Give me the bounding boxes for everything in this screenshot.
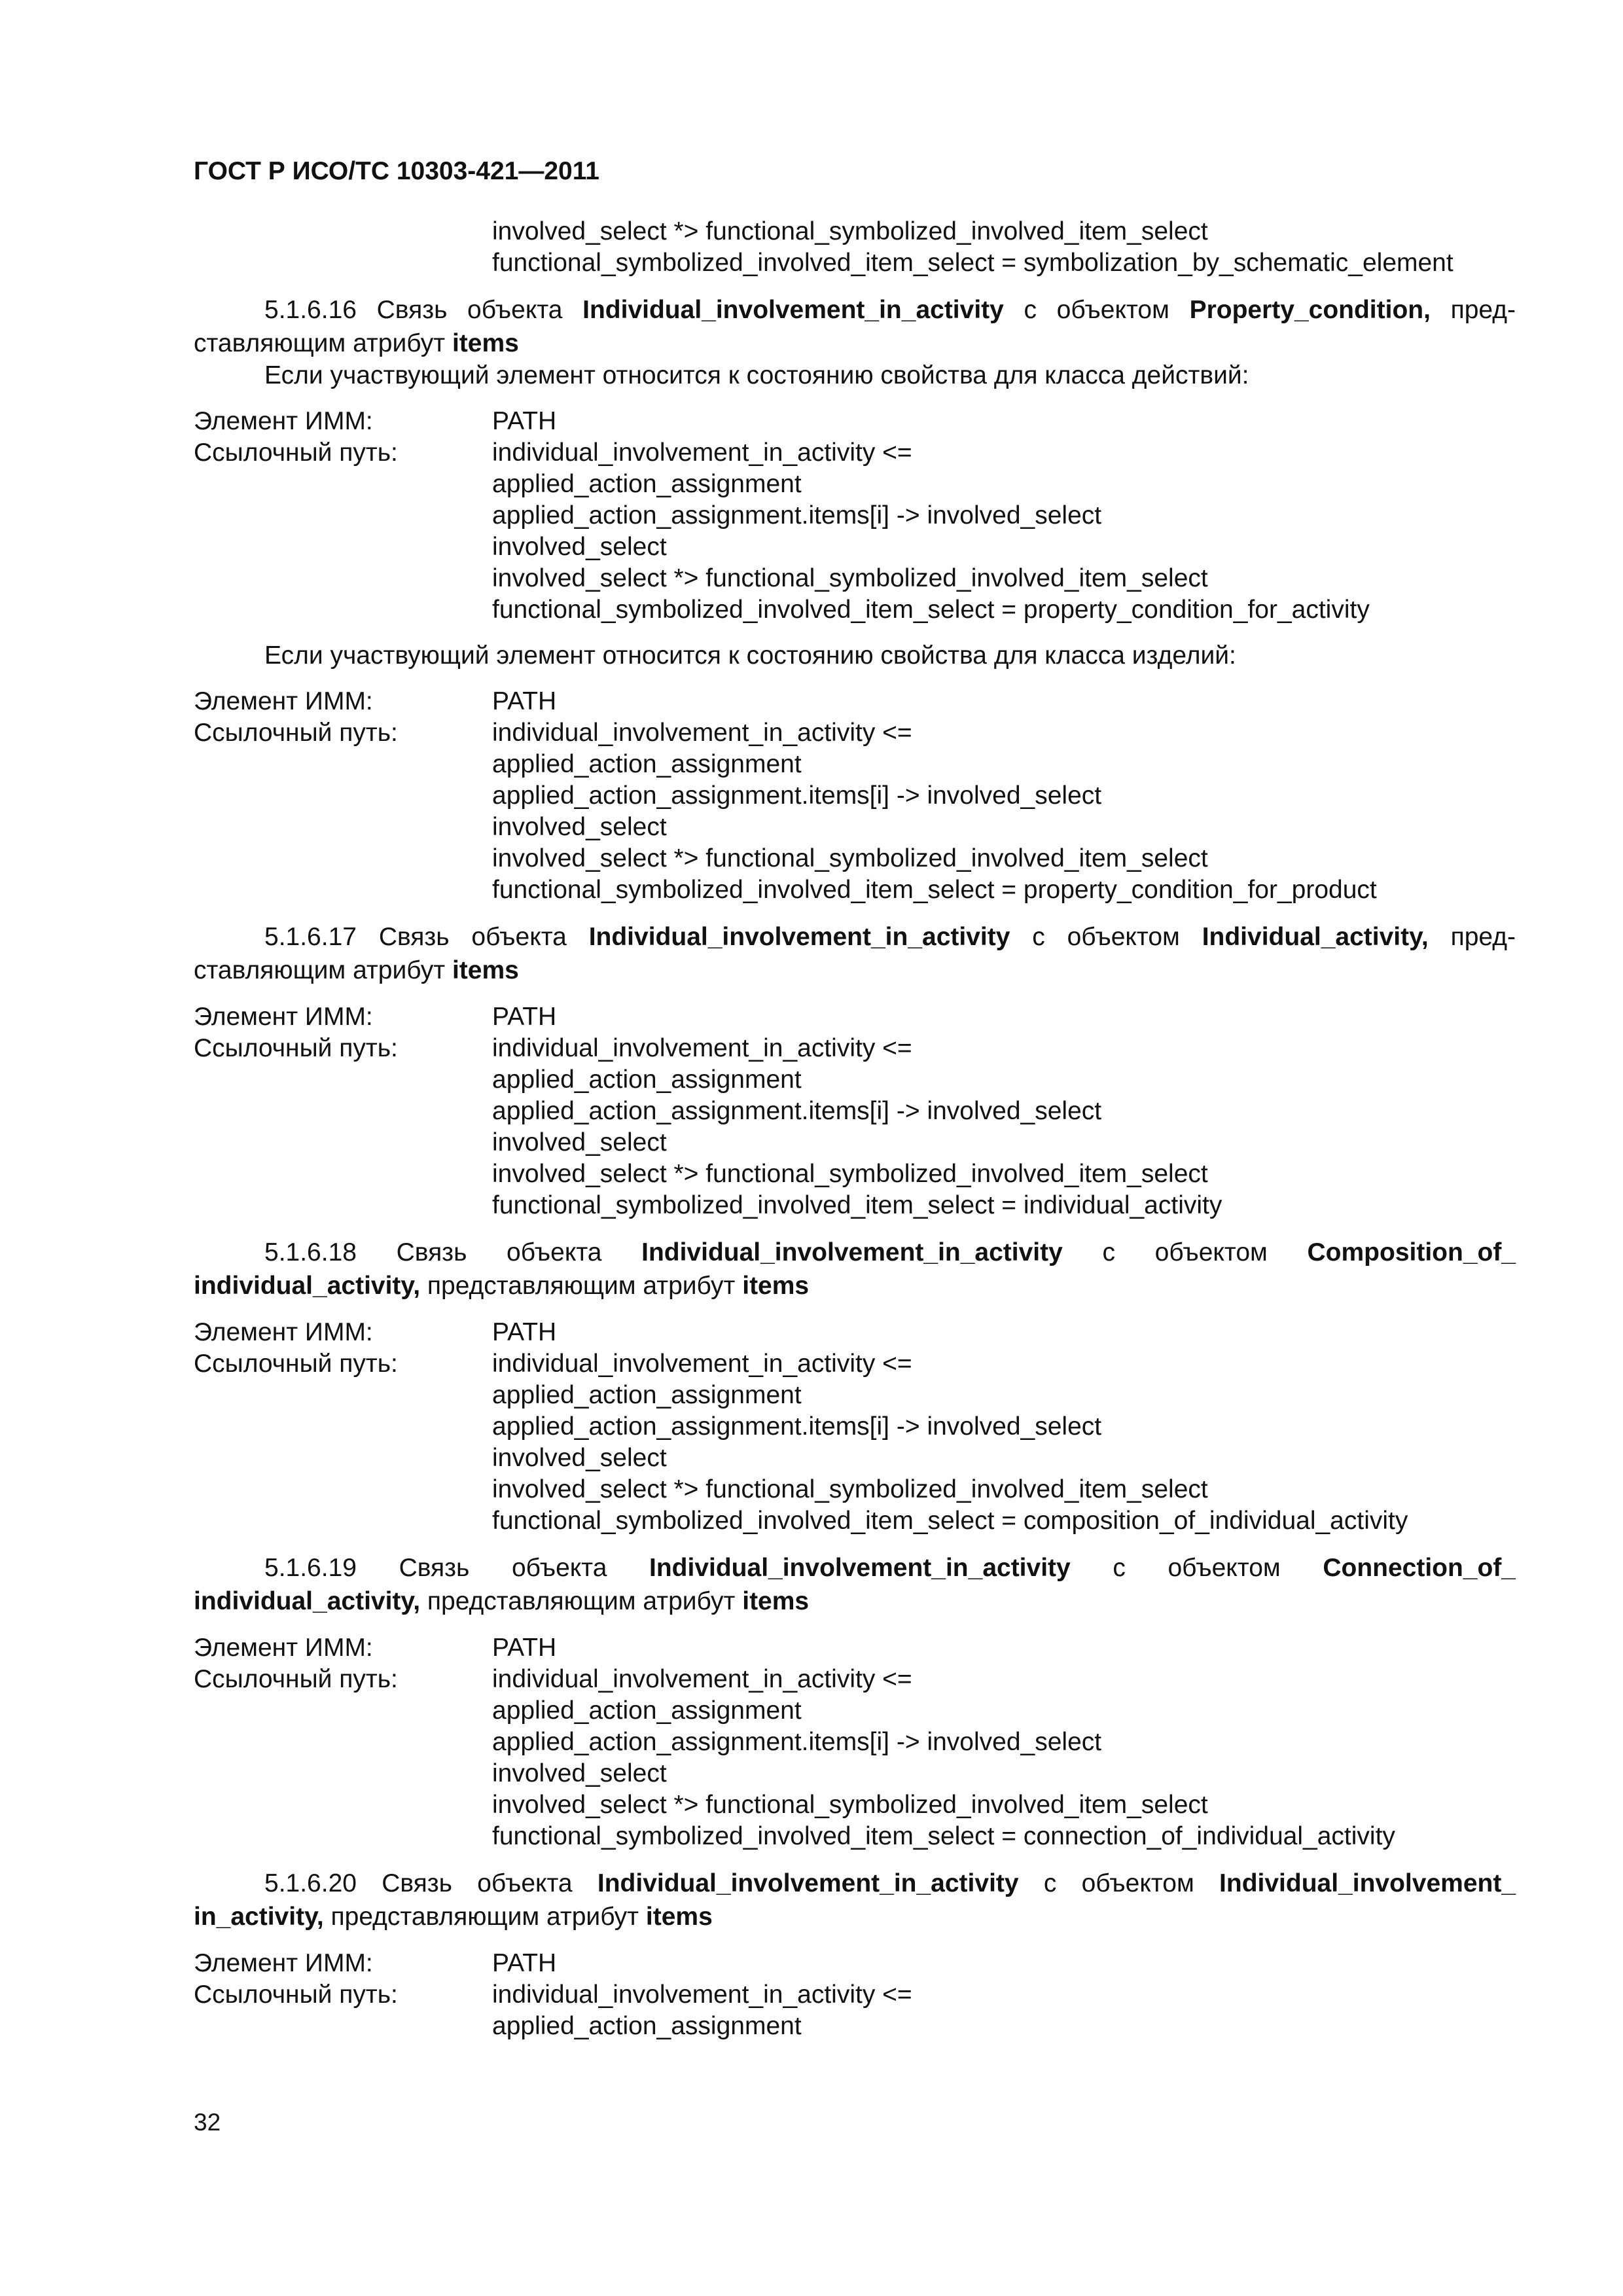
path-line: applied_action_assignment xyxy=(492,1381,802,1409)
reference-path-start: individual_involvement_in_activity <= xyxy=(492,1665,912,1693)
entity-name: Individual_involvement_in_activity xyxy=(582,296,1004,324)
mapping-block xyxy=(194,686,1516,906)
element-label: Элемент ИММ: xyxy=(194,1003,373,1031)
mapping-block xyxy=(194,1001,1516,1221)
clause-text: Связь объекта xyxy=(356,923,589,951)
path-line: applied_action_assignment.items[i] -> involved_select xyxy=(492,1728,1102,1756)
clause-text: с объектом xyxy=(1070,1554,1323,1582)
element-value: PATH xyxy=(492,1634,557,1662)
clause-number: 5.1.6.19 xyxy=(264,1554,357,1582)
clause-number: 5.1.6.16 xyxy=(264,296,357,324)
reference-path-label: Ссылочный путь: xyxy=(194,1981,398,2009)
clause-number: 5.1.6.20 xyxy=(264,1869,357,1897)
continued-path-block xyxy=(194,216,1516,279)
reference-path-start: individual_involvement_in_activity <= xyxy=(492,1350,912,1378)
entity-name: Composition_of_ individual_activity, xyxy=(194,1238,1516,1300)
entity-name: Individual_involvement_in_activity xyxy=(588,923,1010,951)
path-line: involved_select xyxy=(492,533,667,561)
clause-text: представляющим атрибут xyxy=(323,1903,646,1931)
clause-text: представляющим атрибут xyxy=(420,1272,743,1300)
reference-path-label: Ссылочный путь: xyxy=(194,719,398,747)
path-line: applied_action_assignment xyxy=(492,2012,802,2040)
clause-text: с объектом xyxy=(1062,1238,1308,1266)
path-line: involved_select *> functional_symbolized_involved_item_select xyxy=(492,217,1208,245)
clause-text: пред-ставляющим атрибут xyxy=(194,296,1516,357)
entity-name: Individual_involvement_ in_activity, xyxy=(194,1869,1516,1931)
reference-path-start: individual_involvement_in_activity <= xyxy=(492,1981,912,2009)
clause-text: Связь объекта xyxy=(356,296,583,324)
path-line: involved_select xyxy=(492,1128,667,1157)
attribute-name: items xyxy=(452,329,519,357)
path-line: functional_symbolized_involved_item_select = symbolization_by_schematic_element xyxy=(492,249,1454,277)
reference-path-label: Ссылочный путь: xyxy=(194,439,398,467)
entity-name: Property_condition, xyxy=(1189,296,1431,324)
document-header: ГОСТ Р ИСО/ТС 10303-421—2011 xyxy=(194,157,599,185)
condition-note: Если участвующий элемент относится к состоянию свойства для класса изделий: xyxy=(264,641,1236,670)
entity-name: Individual_involvement_in_activity xyxy=(597,1869,1019,1897)
mapping-block xyxy=(194,1632,1516,1852)
entity-name: Connection_of_ individual_activity, xyxy=(194,1554,1516,1615)
element-value: PATH xyxy=(492,687,557,715)
clause-5-1-6-19-heading xyxy=(194,1551,1516,1618)
path-line: functional_symbolized_involved_item_select = individual_activity xyxy=(492,1191,1222,1219)
path-line: involved_select *> functional_symbolized_involved_item_select xyxy=(492,1160,1208,1188)
reference-path-start: individual_involvement_in_activity <= xyxy=(492,1034,912,1062)
mapping-block xyxy=(194,1317,1516,1537)
path-line: functional_symbolized_involved_item_select = composition_of_individual_activity xyxy=(492,1507,1408,1535)
element-label: Элемент ИММ: xyxy=(194,687,373,715)
path-line: functional_symbolized_involved_item_select = connection_of_individual_activity xyxy=(492,1822,1395,1850)
mapping-block xyxy=(194,1948,1516,2042)
reference-path-start: individual_involvement_in_activity <= xyxy=(492,719,912,747)
element-value: PATH xyxy=(492,1003,557,1031)
path-line: involved_select *> functional_symbolized_involved_item_select xyxy=(492,564,1208,592)
clause-text: с объектом xyxy=(1018,1869,1220,1897)
clause-5-1-6-16-heading xyxy=(194,293,1516,360)
element-label: Элемент ИММ: xyxy=(194,1634,373,1662)
element-label: Элемент ИММ: xyxy=(194,407,373,435)
clause-5-1-6-17-heading xyxy=(194,920,1516,987)
reference-path-start: individual_involvement_in_activity <= xyxy=(492,439,912,467)
reference-path-label: Ссылочный путь: xyxy=(194,1350,398,1378)
reference-path-label: Ссылочный путь: xyxy=(194,1665,398,1693)
condition-note: Если участвующий элемент относится к состоянию свойства для класса действий: xyxy=(264,361,1249,389)
clause-text: Связь объекта xyxy=(356,1554,650,1582)
clause-5-1-6-18-heading xyxy=(194,1236,1516,1302)
element-value: PATH xyxy=(492,1949,557,1977)
clause-text: Связь объекта xyxy=(356,1238,642,1266)
clause-number: 5.1.6.18 xyxy=(264,1238,357,1266)
element-label: Элемент ИММ: xyxy=(194,1318,373,1346)
path-line: functional_symbolized_involved_item_select = property_condition_for_activity xyxy=(492,596,1370,624)
path-line: applied_action_assignment.items[i] -> involved_select xyxy=(492,501,1102,529)
element-value: PATH xyxy=(492,407,557,435)
path-line: applied_action_assignment xyxy=(492,750,802,778)
entity-name: Individual_activity, xyxy=(1202,923,1429,951)
clause-text: с объектом xyxy=(1010,923,1202,951)
document-page xyxy=(194,157,1516,2042)
path-line: applied_action_assignment xyxy=(492,1696,802,1725)
path-line: involved_select xyxy=(492,1444,667,1472)
page-number: 32 xyxy=(194,2109,221,2136)
path-line: involved_select *> functional_symbolized_involved_item_select xyxy=(492,1475,1208,1503)
path-line: involved_select xyxy=(492,813,667,841)
clause-number: 5.1.6.17 xyxy=(264,923,357,951)
element-value: PATH xyxy=(492,1318,557,1346)
clause-text: представляющим атрибут xyxy=(420,1587,743,1615)
entity-name: Individual_involvement_in_activity xyxy=(649,1554,1071,1582)
attribute-name: items xyxy=(452,956,519,984)
path-line: involved_select xyxy=(492,1759,667,1787)
clause-text: Связь объекта xyxy=(356,1869,597,1897)
attribute-name: items xyxy=(742,1587,810,1615)
reference-path-label: Ссылочный путь: xyxy=(194,1034,398,1062)
clause-text: с объектом xyxy=(1003,296,1190,324)
path-line: applied_action_assignment.items[i] -> involved_select xyxy=(492,781,1102,810)
path-line: functional_symbolized_involved_item_select = property_condition_for_product xyxy=(492,876,1377,904)
clause-text: пред-ставляющим атрибут xyxy=(194,923,1516,984)
attribute-name: items xyxy=(645,1903,713,1931)
path-line: applied_action_assignment.items[i] -> involved_select xyxy=(492,1097,1102,1125)
clause-5-1-6-20-heading xyxy=(194,1867,1516,1933)
path-line: applied_action_assignment.items[i] -> involved_select xyxy=(492,1412,1102,1441)
path-line: involved_select *> functional_symbolized_involved_item_select xyxy=(492,844,1208,872)
path-line: applied_action_assignment xyxy=(492,1066,802,1094)
element-label: Элемент ИММ: xyxy=(194,1949,373,1977)
path-line: applied_action_assignment xyxy=(492,470,802,498)
attribute-name: items xyxy=(742,1272,810,1300)
entity-name: Individual_involvement_in_activity xyxy=(641,1238,1063,1266)
mapping-block xyxy=(194,406,1516,626)
path-line: involved_select *> functional_symbolized_involved_item_select xyxy=(492,1791,1208,1819)
